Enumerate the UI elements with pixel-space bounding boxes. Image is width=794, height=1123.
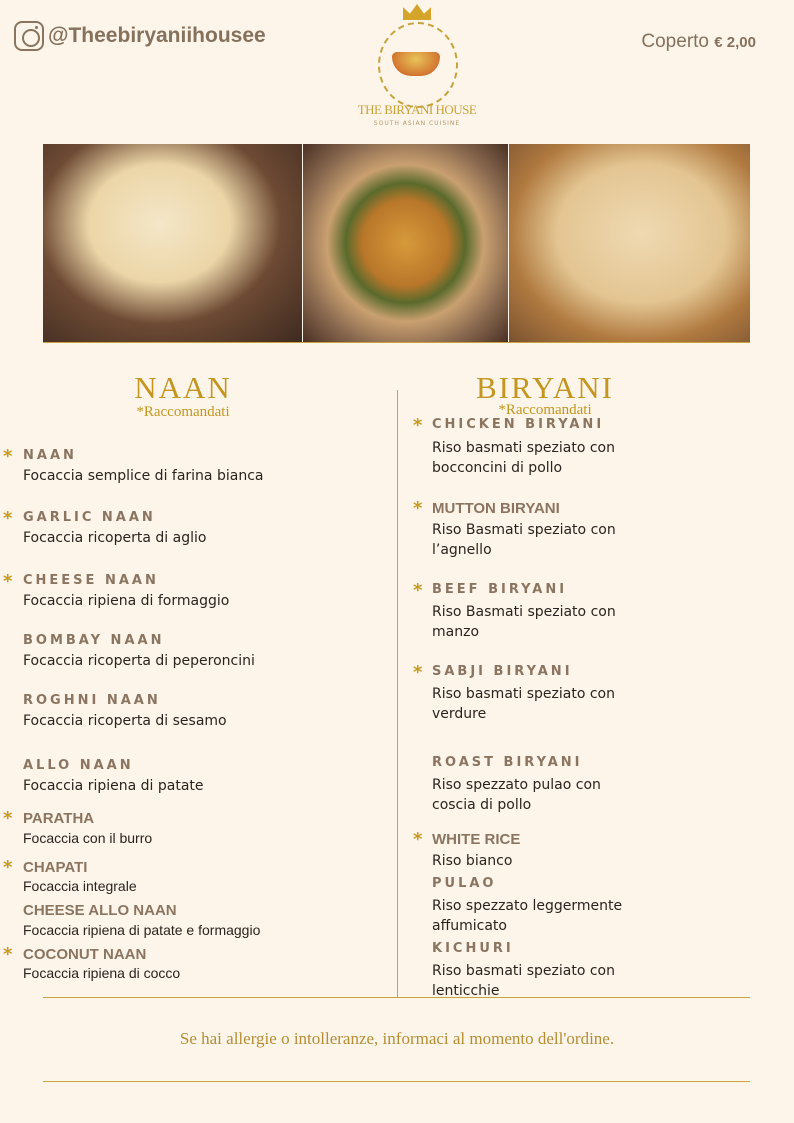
recommended-star-icon: *	[413, 415, 423, 436]
biryani-note: *Raccomandati	[498, 402, 592, 418]
recommended-star-icon: *	[3, 944, 13, 965]
item-description: Focaccia ricoperta di sesamo	[23, 713, 227, 729]
item-name: ROGHNI NAAN	[23, 693, 161, 708]
item-name: BEEF BIRYANI	[432, 582, 568, 597]
naan-photo	[43, 144, 302, 342]
logo-text: THE BIRYANI HOUSE	[357, 102, 477, 117]
item-name: BOMBAY NAAN	[23, 633, 165, 648]
item-description: Riso basmati speziato con lenticchie	[432, 963, 615, 999]
coperto-label: Coperto	[641, 31, 709, 52]
instagram-icon	[14, 21, 44, 51]
logo-subtitle: SOUTH ASIAN CUISINE	[373, 120, 461, 127]
item-description: Riso Basmati speziato con l’agnello	[432, 522, 616, 558]
recommended-star-icon: *	[3, 508, 13, 529]
item-name: COCONUT NAAN	[23, 946, 147, 963]
item-name: CHAPATI	[23, 859, 88, 876]
item-description: Focaccia ripiena di patate e formaggio	[23, 922, 261, 938]
item-description: Riso basmati speziato con verdure	[432, 686, 615, 722]
item-name: GARLIC NAAN	[23, 510, 156, 525]
recommended-star-icon: *	[3, 808, 13, 829]
recommended-star-icon: *	[3, 857, 13, 878]
item-name: CHICKEN BIRYANI	[432, 417, 605, 432]
recommended-star-icon: *	[413, 662, 423, 683]
item-name: SABJI BIRYANI	[432, 664, 573, 679]
item-description: Focaccia con il burro	[23, 830, 153, 846]
item-name: WHITE RICE	[432, 831, 521, 848]
item-name: KICHURI	[432, 941, 514, 956]
item-name: ALLO NAAN	[23, 758, 134, 773]
item-description: Focaccia ripiena di cocco	[23, 965, 181, 981]
item-description: Riso spezzato pulao con coscia di pollo	[432, 777, 601, 813]
item-name: NAAN	[23, 448, 77, 463]
item-description: Riso basmati speziato con bocconcini di pollo	[432, 440, 615, 476]
item-description: Riso bianco	[432, 853, 513, 869]
recommended-star-icon: *	[413, 580, 423, 601]
divider	[43, 1081, 750, 1082]
item-description: Focaccia ripiena di formaggio	[23, 593, 230, 609]
divider	[43, 342, 750, 343]
item-description: Focaccia ricoperta di peperoncini	[23, 653, 255, 669]
allergy-note: Se hai allergie o intolleranze, informaci al momento dell'ordine.	[179, 1029, 615, 1048]
coperto	[641, 31, 756, 53]
column-divider	[397, 390, 398, 997]
item-description: Focaccia semplice di farina bianca	[23, 468, 264, 484]
coperto-price: € 2,00	[714, 34, 756, 51]
naan-title: NAAN	[134, 370, 232, 405]
item-description: Riso spezzato leggermente affumicato	[432, 898, 623, 934]
recommended-star-icon: *	[413, 498, 423, 519]
logo	[346, 4, 488, 130]
item-name: CHEESE ALLO NAAN	[23, 902, 177, 919]
chapati-photo	[509, 144, 750, 342]
item-name: PARATHA	[23, 810, 95, 827]
biryani-title: BIRYANI	[475, 370, 614, 405]
recommended-star-icon: *	[3, 446, 13, 467]
item-name: PULAO	[432, 876, 497, 891]
item-description: Focaccia ricoperta di aglio	[23, 530, 207, 546]
crown-icon	[403, 4, 431, 20]
item-name: CHEESE NAAN	[23, 573, 159, 588]
biryani-photo	[303, 144, 508, 342]
naan-note: *Raccomandati	[136, 404, 230, 420]
item-name: ROAST BIRYANI	[432, 755, 583, 770]
item-description: Focaccia integrale	[23, 878, 137, 894]
item-name: MUTTON BIRYANI	[432, 500, 560, 517]
item-description: Riso Basmati speziato con manzo	[432, 604, 616, 640]
instagram-handle[interactable]: @Theebiryaniihousee	[48, 24, 266, 47]
item-description: Focaccia ripiena di patate	[23, 778, 204, 794]
recommended-star-icon: *	[413, 829, 423, 850]
recommended-star-icon: *	[3, 571, 13, 592]
